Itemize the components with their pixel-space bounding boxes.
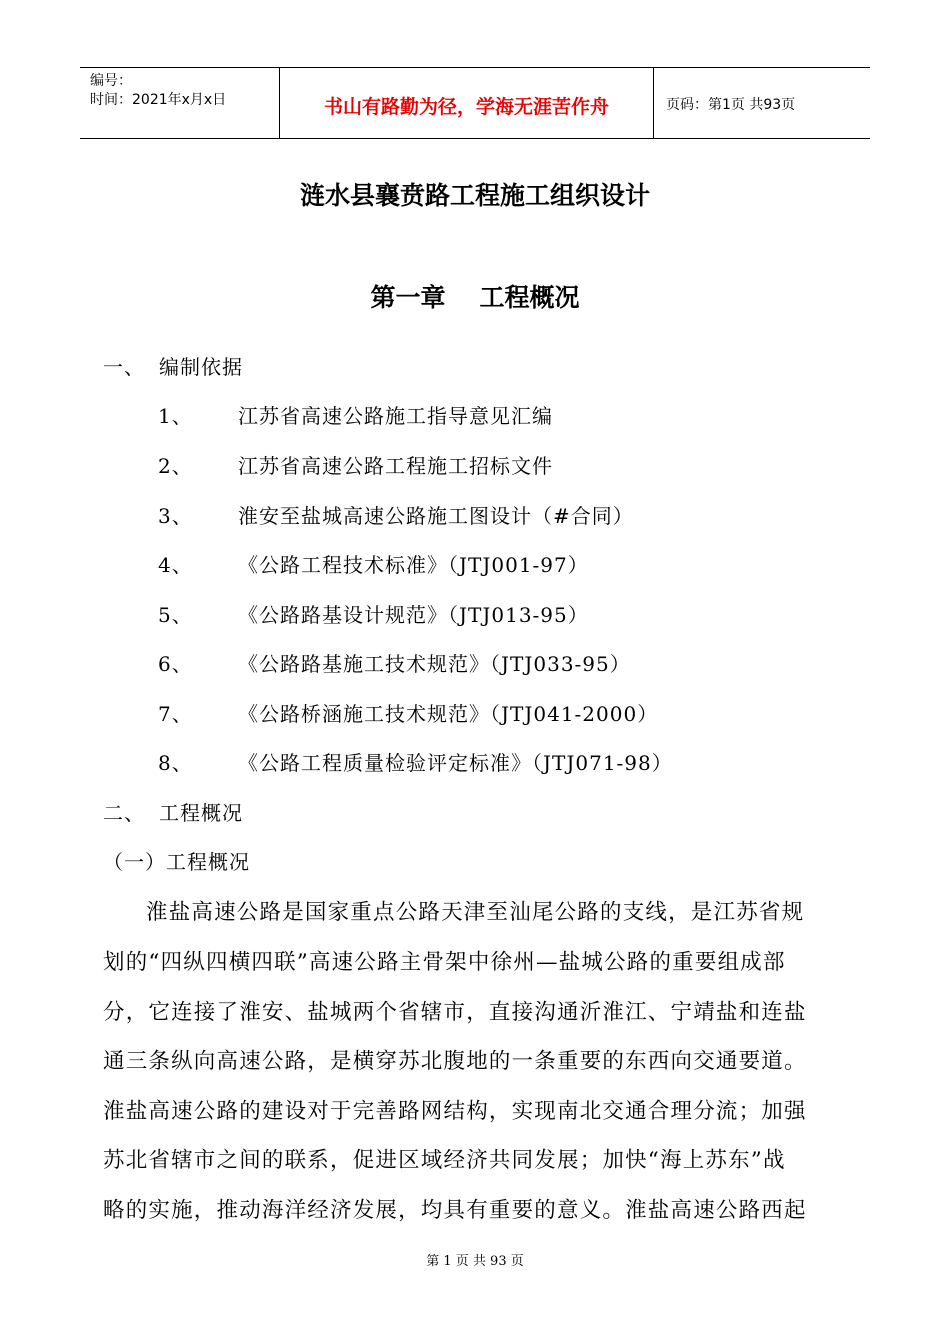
header-meta-cell bbox=[80, 68, 280, 138]
section-title: 工程概况 bbox=[159, 801, 243, 825]
number-label: 编号： bbox=[90, 73, 132, 89]
chapter-name: 工程概况 bbox=[479, 283, 580, 312]
section-number: 一、 bbox=[103, 355, 145, 379]
section-heading bbox=[103, 355, 243, 379]
paragraph-line: 苏北省辖市之间的联系，促进区域经济共同发展；加快“海上苏东”战 bbox=[103, 1148, 786, 1173]
list-item: 6、 《公路路基施工技术规范》（JTJ033-95） bbox=[158, 652, 631, 676]
paragraph-line: 略的实施，推动海洋经济发展，均具有重要的意义。淮盐高速公路西起 bbox=[103, 1198, 807, 1223]
list-item: 8、 《公路工程质量检验评定标准》（JTJ071-98） bbox=[158, 751, 673, 775]
page-header bbox=[80, 67, 870, 139]
document-title: 涟水县襄贲路工程施工组织设计 bbox=[299, 181, 650, 210]
paragraph-line: 淮盐高速公路是国家重点公路天津至汕尾公路的支线，是江苏省规 bbox=[146, 900, 805, 925]
chapter-number: 第一章 bbox=[370, 283, 446, 312]
header-motto-cell bbox=[280, 68, 654, 138]
paragraph-line: 划的“四纵四横四联”高速公路主骨架中徐州—盐城公路的重要组成部 bbox=[103, 950, 786, 975]
list-item: 7、 《公路桥涵施工技术规范》（JTJ041-2000） bbox=[158, 702, 659, 726]
paragraph-line: 淮盐高速公路的建设对于完善路网结构，实现南北交通合理分流；加强 bbox=[103, 1099, 807, 1124]
section-number: 二、 bbox=[103, 801, 145, 825]
sub-heading: （一）工程概况 bbox=[103, 850, 250, 874]
section-title: 编制依据 bbox=[159, 355, 243, 379]
paragraph-line: 分，它连接了淮安、盐城两个省辖市，直接沟通沂淮江、宁靖盐和连盐 bbox=[103, 1000, 807, 1025]
list-item: 2、 江苏省高速公路工程施工招标文件 bbox=[158, 454, 553, 478]
time-label: 时间：2021年x月x日 bbox=[90, 92, 227, 108]
motto-text: 书山有路勤为径，学海无涯苦作舟 bbox=[323, 96, 609, 118]
paragraph-line: 通三条纵向高速公路，是横穿苏北腹地的一条重要的东西向交通要道。 bbox=[103, 1049, 807, 1074]
list-item: 5、 《公路路基设计规范》（JTJ013-95） bbox=[158, 603, 589, 627]
page-info: 页码：第1页 共93页 bbox=[666, 97, 796, 113]
list-item: 4、 《公路工程技术标准》（JTJ001-97） bbox=[158, 553, 589, 577]
list-item: 3、 淮安至盐城高速公路施工图设计（#合同） bbox=[158, 504, 634, 528]
page-footer: 第 1 页 共 93 页 bbox=[426, 1254, 524, 1269]
section-heading bbox=[103, 801, 243, 825]
list-item: 1、 江苏省高速公路施工指导意见汇编 bbox=[158, 404, 553, 428]
header-page-cell bbox=[654, 68, 870, 138]
chapter-title bbox=[0, 278, 950, 314]
